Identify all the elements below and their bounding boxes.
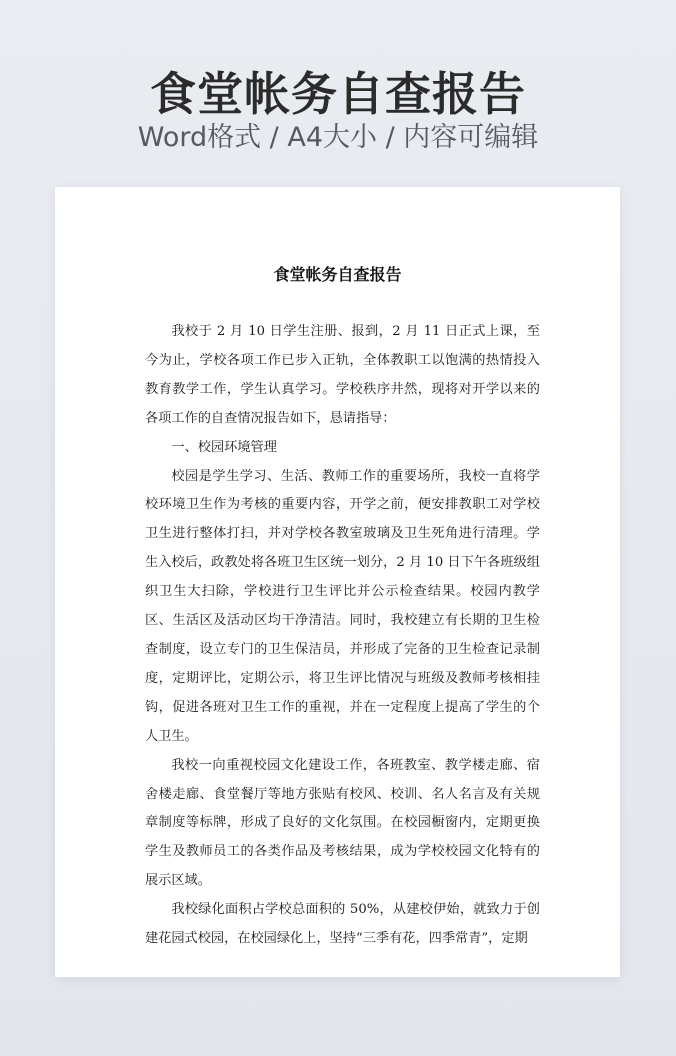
paragraph-intro: 我校于 2 月 10 日学生注册、报到，2 月 11 日正式上课，至今为止，学校各项工作已步入正轨，全体教职工以饱满的热情投入教育教学工作，学生认真学习。学校秩序井然，现将对开学以来的各项工作的自查情况报告如下，恳请指导： [145, 324, 540, 426]
paragraph-campus-hygiene: 校园是学生学习、生活、教师工作的重要场所，我校一直将学校环境卫生作为考核的重要内容，开学之前，便安排教职工对学校卫生进行整体打扫，并对学校各教室玻璃及卫生死角进行清理。学生入校后，政教处将各班卫生区统一划分，2 月 10 日下午各班级组织卫生大扫除，学校进行卫生评比并公示检查结果。校园内教学区、生活区及活动区均干净清洁。同时，我校建立有长期的卫生检查制度，设立专门的卫生保洁员，并形成了完备的卫生检查记录制度，定期评比，定期公示，将卫生评比情况与班级及教师考核相挂钩，促进各班对卫生工作的重视，并在一定程度上提高了学生的个人卫生。 [145, 468, 540, 744]
banner-title: 食堂帐务自查报告 [150, 67, 526, 121]
paragraph-campus-greening: 我校绿化面积占学校总面积的 50%，从建校伊始，就致力于创建花园式校园，在校园绿化上，坚持“三季有花，四季常青”，定期 [145, 902, 540, 947]
section-heading: 一、校园环境管理 [171, 439, 277, 455]
document-title: 食堂帐务自查报告 [273, 265, 402, 284]
banner-subtitle: Word格式 / A4大小 / 内容可编辑 [137, 122, 539, 153]
paragraph-campus-culture: 我校一向重视校园文化建设工作，各班教室、教学楼走廊、宿舍楼走廊、食堂餐厅等地方张贴有校风、校训、名人名言及有关规章制度等标牌，形成了良好的文化氛围。在校园橱窗内，定期更换学生及教师员工的各类作品及考核结果，成为学校校园文化特有的展示区域。 [145, 757, 540, 889]
document-body [145, 318, 540, 954]
document-page [55, 187, 620, 977]
